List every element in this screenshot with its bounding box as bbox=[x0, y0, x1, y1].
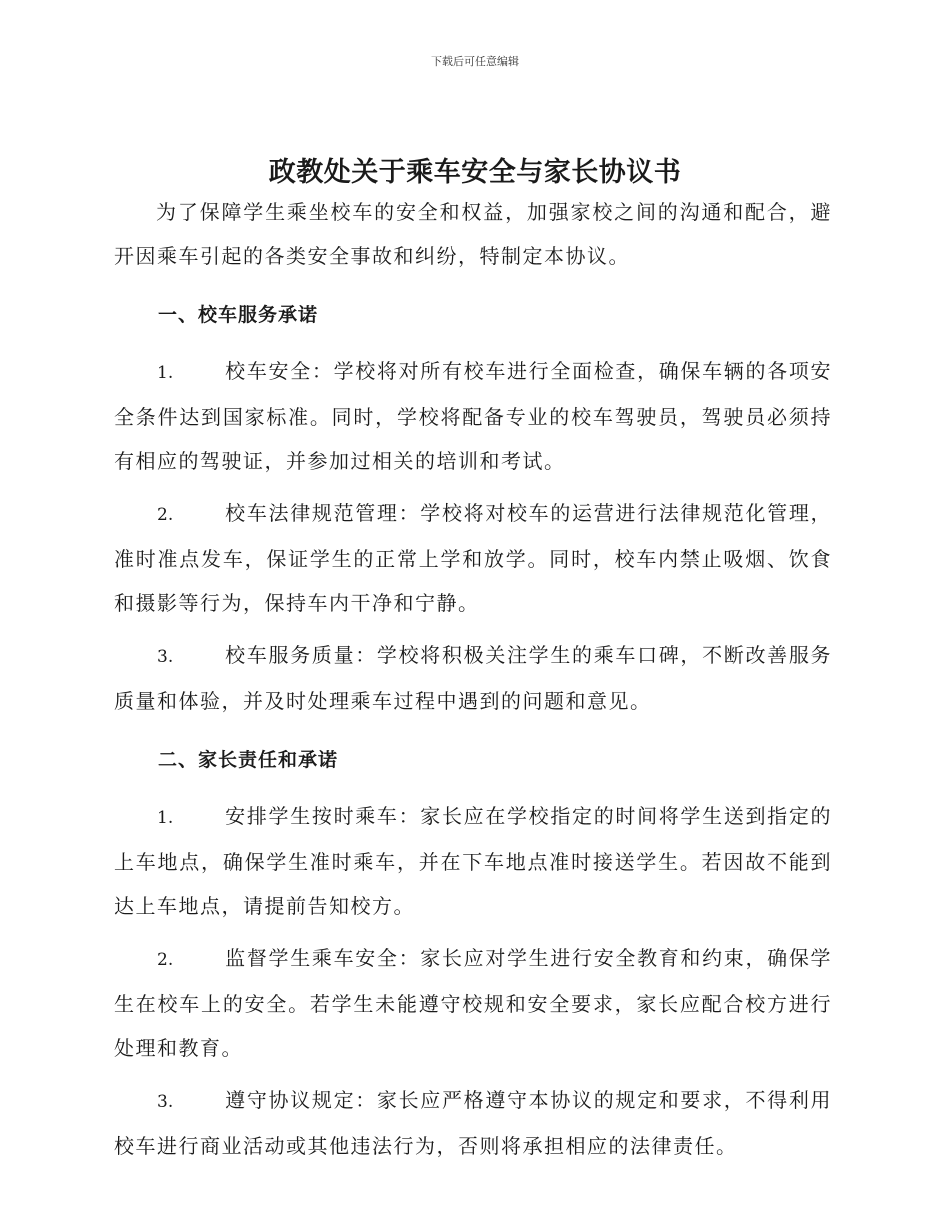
list-item bbox=[114, 1078, 832, 1168]
section-heading: 二、家长责任和承诺 bbox=[158, 749, 339, 771]
item-number: 2. bbox=[157, 950, 174, 970]
item-number: 1. bbox=[157, 808, 174, 828]
page-title: 政教处关于乘车安全与家长协议书 bbox=[268, 157, 682, 188]
section-heading: 一、校车服务承诺 bbox=[158, 304, 319, 326]
item-number: 3. bbox=[157, 1092, 174, 1112]
intro-paragraph: 为了保障学生乘坐校车的安全和权益，加强家校之间的沟通和配合，避开因乘车引起的各类安全事故和纠纷，特制定本协议。 bbox=[114, 200, 832, 268]
list-item bbox=[114, 633, 832, 723]
list-item bbox=[114, 349, 832, 483]
list-item bbox=[114, 491, 832, 625]
section-service-commitment bbox=[114, 293, 832, 723]
item-number: 1. bbox=[157, 363, 174, 383]
section-parent-responsibility bbox=[114, 738, 832, 1168]
item-number: 3. bbox=[157, 647, 174, 667]
document-body bbox=[114, 190, 832, 1176]
item-text: 校车服务质量：学校将积极关注学生的乘车口碑，不断改善服务质量和体验，并及时处理乘车过程中遇到的问题和意见。 bbox=[114, 643, 832, 713]
header-note: 下载后可任意编辑 bbox=[431, 55, 519, 68]
item-text: 监督学生乘车安全：家长应对学生进行安全教育和约束，确保学生在校车上的安全。若学生未能遵守校规和安全要求，家长应配合校方进行处理和教育。 bbox=[114, 946, 832, 1060]
item-number: 2. bbox=[157, 505, 174, 525]
item-text: 校车法律规范管理：学校将对校车的运营进行法律规范化管理，准时准点发车，保证学生的正常上学和放学。同时，校车内禁止吸烟、饮食和摄影等行为，保持车内干净和宁静。 bbox=[114, 501, 832, 615]
item-text: 遵守协议规定：家长应严格遵守本协议的规定和要求，不得利用校车进行商业活动或其他违法行为，否则将承担相应的法律责任。 bbox=[114, 1088, 832, 1158]
list-item bbox=[114, 936, 832, 1070]
list-item bbox=[114, 794, 832, 928]
item-text: 安排学生按时乘车：家长应在学校指定的时间将学生送到指定的上车地点，确保学生准时乘车，并在下车地点准时接送学生。若因故不能到达上车地点，请提前告知校方。 bbox=[114, 804, 832, 918]
item-text: 校车安全：学校将对所有校车进行全面检查，确保车辆的各项安全条件达到国家标准。同时，学校将配备专业的校车驾驶员，驾驶员必须持有相应的驾驶证，并参加过相关的培训和考试。 bbox=[114, 359, 832, 473]
